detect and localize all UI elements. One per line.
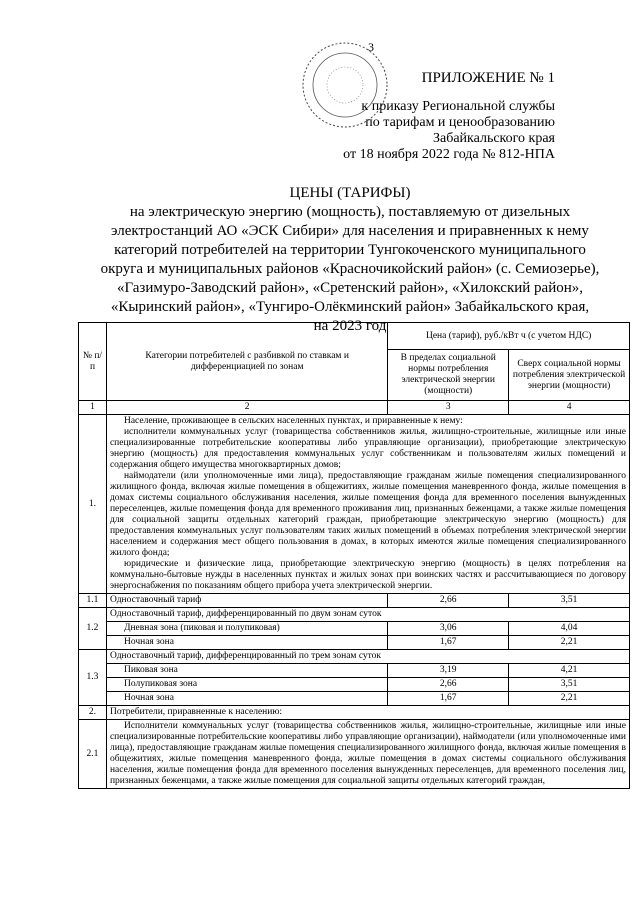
tariff-value: 4,04 bbox=[509, 622, 630, 636]
row-number: 1.3 bbox=[79, 650, 107, 706]
header-within-norm: В пределах социальной нормы потребления электрической энергии (мощности) bbox=[388, 350, 509, 401]
page-number: 3 bbox=[368, 40, 374, 54]
zone-label: Ночная зона bbox=[106, 636, 387, 650]
tariff-value: 4,21 bbox=[509, 664, 630, 678]
tariff-label: Одноставочный тариф bbox=[106, 594, 387, 608]
appendix-line: Забайкальского края bbox=[432, 131, 555, 146]
tariff-value: 3,51 bbox=[509, 594, 630, 608]
tariff-table bbox=[78, 322, 630, 789]
tariff-value: 3,51 bbox=[509, 678, 630, 692]
row-number: 2. bbox=[79, 706, 107, 720]
para: наймодатели (или уполномоченные ими лица), предоставляющие гражданам жилые помещения специализированного жилищного фонда, включая жилые помещения в общежитиях, жилые помещения маневренного фонда, жилые помещения в домах системы социального обслуживания населения, жилые помещения фонда для временного поселения вынужденных переселенцев, жилые помещения фонда для временного проживания лиц, признанных беженцами, а также жилые помещения для социальной защиты отдельных категорий граждан, приобретающие электрическую энергию (мощность) для предоставления коммунальных услуг пользователям таких жилых помещений в объемах потребления электрической энергии населением и содержания мест общего пользования в домах, в которых имеются жилые помещения специализированного жилого фонда; bbox=[109, 471, 626, 558]
tariff-value: 2,66 bbox=[388, 594, 509, 608]
zone-label: Пиковая зона bbox=[106, 664, 387, 678]
col-number: 3 bbox=[388, 401, 509, 415]
row-number: 1.2 bbox=[79, 608, 107, 650]
appendix-line: к приказу Региональной службы bbox=[361, 99, 555, 114]
para: Население, проживающее в сельских населенных пунктах, и приравненные к нему: bbox=[123, 416, 463, 426]
tariff-value: 3,06 bbox=[388, 622, 509, 636]
appendix-line: по тарифам и ценообразованию bbox=[365, 115, 555, 130]
row-number: 1.1 bbox=[79, 594, 107, 608]
col-number: 1 bbox=[79, 401, 107, 415]
row-number: 1. bbox=[79, 415, 107, 594]
appendix-line: от 18 ноября 2022 года № 812-НПА bbox=[343, 147, 555, 162]
zone-label: Ночная зона bbox=[106, 692, 387, 706]
tariff-value: 3,19 bbox=[388, 664, 509, 678]
tariff-value: 1,67 bbox=[388, 692, 509, 706]
tariff-label: Одноставочный тариф, дифференцированный по двум зонам суток bbox=[106, 608, 629, 622]
header-above-norm: Сверх социальной нормы потребления электрической энергии (мощности) bbox=[509, 350, 630, 401]
title-line: «Газимуро-Заводский район», «Сретенский район», «Хилокский район», bbox=[116, 280, 584, 296]
title-line: на электрическую энергию (мощность), поставляемую от дизельных bbox=[129, 204, 571, 220]
header-num: № п/п bbox=[79, 323, 107, 401]
title-line: на 2023 год bbox=[313, 318, 387, 334]
tariff-label: Одноставочный тариф, дифференцированный по трем зонам суток bbox=[106, 650, 629, 664]
category-label: Потребители, приравненные к населению: bbox=[106, 706, 629, 720]
header-price: Цена (тариф), руб./кВт ч (с учетом НДС) bbox=[388, 323, 630, 350]
col-number: 2 bbox=[106, 401, 387, 415]
header-category: Категории потребителей с разбивкой по ставкам и дифференциацией по зонам bbox=[106, 323, 387, 401]
appendix-block bbox=[343, 70, 555, 163]
zone-label: Полупиковая зона bbox=[106, 678, 387, 692]
tariff-value: 1,67 bbox=[388, 636, 509, 650]
para: исполнители коммунальных услуг (товарищества собственников жилья, жилищно-строительные, жилищные или иные специализированные потребительские кооперативы либо управляющие организации), приобретающие электрическую энергию (мощность) для предоставления коммунальных услуг собственникам и пользователям жилых помещений и содержания общего имущества многоквартирных домов; bbox=[109, 427, 626, 470]
para: юридические и физические лица, приобретающие электрическую энергию (мощность) в целях потребления на коммунально-бытовые нужды в населенных пунктах и жилых зонах при воинских частях и рассчитывающиеся по договору энергоснабжения по показаниям общего прибора учета электрической энергии. bbox=[109, 559, 626, 591]
row21-description: Исполнители коммунальных услуг (товарищества собственников жилья, жилищно-строительные, жилищные или иные специализированные потребительские кооперативы либо управляющие организации), наймодатели (или уполномоченные ими лица), предоставляющие гражданам жилые помещения специализированного жилищного фонда, включая жилые помещения в общежитиях, жилые помещения маневренного фонда, жилые помещения в домах системы социального обслуживания населения, жилые помещения фонда для временного поселения вынужденных переселенцев, для временного поселения лиц, признанных беженцами, а также жилые помещения для социальной защиты отдельных категорий граждан, bbox=[106, 720, 629, 789]
appendix-title: ПРИЛОЖЕНИЕ № 1 bbox=[421, 70, 555, 86]
title-heading: ЦЕНЫ (ТАРИФЫ) bbox=[289, 185, 411, 201]
tariff-value: 2,21 bbox=[509, 636, 630, 650]
document-title bbox=[80, 184, 620, 336]
zone-label: Дневная зона (пиковая и полупиковая) bbox=[106, 622, 387, 636]
row-number: 2.1 bbox=[79, 720, 107, 789]
col-number: 4 bbox=[509, 401, 630, 415]
title-line: электростанций АО «ЭСК Сибири» для населения и приравненных к нему bbox=[111, 223, 589, 239]
tariff-value: 2,21 bbox=[509, 692, 630, 706]
row1-description bbox=[106, 415, 629, 594]
title-line: округа и муниципальных районов «Красночикойский район» (с. Семиозерье), bbox=[100, 261, 600, 277]
title-line: категорий потребителей на территории Тунгокоченского муниципального bbox=[114, 242, 586, 258]
tariff-value: 2,66 bbox=[388, 678, 509, 692]
title-line: «Кыринский район», «Тунгиро-Олёкминский район» Забайкальского края, bbox=[110, 299, 590, 315]
